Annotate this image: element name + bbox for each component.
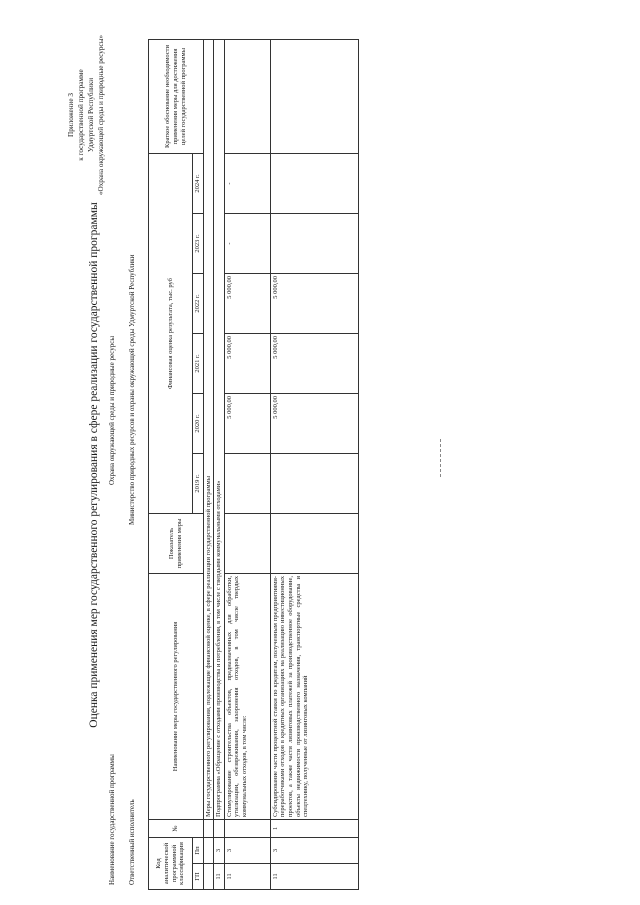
cell-gp: 11 bbox=[214, 864, 225, 890]
header-gp: ГП bbox=[193, 864, 204, 890]
header-year-2024: 2024 г. bbox=[193, 153, 204, 213]
header-indicator: Показатель применения меры bbox=[149, 514, 204, 574]
appendix-line-1: Приложение 3 bbox=[67, 93, 75, 137]
header-year-2020: 2020 г. bbox=[193, 394, 204, 454]
appendix-line-4: «Охрана окружающей среды и природные ресурсы» bbox=[97, 34, 105, 196]
cell-measure: Субсидирование части процентной ставки по кредитам, полученным предприятиями- переработчиками отходов в кредитных организациях на реализацию инвестиционных проектов, а также части лизинговых платежей за производственное оборудование, объекты недвижимости производственного назначения, транспортные средства и спецтехнику, полученные от лизинговых компаний bbox=[270, 574, 358, 820]
cell-num bbox=[224, 820, 270, 838]
header-justification: Краткое обоснование необходимости применения меры для достижения целей государственной программы bbox=[149, 39, 204, 153]
header-code: Код аналитической программной классификации bbox=[149, 838, 193, 890]
cell-value-2024 bbox=[270, 153, 358, 213]
cell-value-2022: 5 000,00 bbox=[224, 274, 270, 334]
executor-label: Ответственный исполнитель bbox=[128, 799, 136, 885]
header-finance: Финансовая оценка результата, тыс. руб bbox=[149, 153, 193, 513]
cell-justification bbox=[270, 39, 358, 153]
cell-value-2019 bbox=[270, 454, 358, 514]
measures-table bbox=[148, 39, 359, 890]
appendix-line-3: Удмуртской Республики bbox=[87, 77, 95, 153]
cell-value-2019 bbox=[224, 454, 270, 514]
header-year-2021: 2021 г. bbox=[193, 334, 204, 394]
table-row bbox=[203, 39, 214, 889]
header-year-2019: 2019 г. bbox=[193, 454, 204, 514]
executor-value: Министерство природных ресурсов и охраны окружающей среды Удмуртской Республики bbox=[128, 254, 136, 525]
header-year-2022: 2022 г. bbox=[193, 274, 204, 334]
appendix-line-2: к государственной программе bbox=[77, 69, 85, 161]
program-value: Охрана окружающей среды и природные ресурсы bbox=[108, 335, 116, 485]
section-row-text: Меры государственного регулирования, подлежащие финансовой оценке, в сфере реализации государственной программы bbox=[203, 39, 214, 819]
program-label: Наименование государственной программы bbox=[108, 754, 116, 885]
cell-value-2022: 5 000,00 bbox=[270, 274, 358, 334]
cell-value-2021: 5 000,00 bbox=[224, 334, 270, 394]
cell-measure: Стимулирование строительства объектов, предназначенных для обработки, утилизации, обезвреживания, захоронения отходов, в том числе твердых коммунальных отходов, в том числе: bbox=[224, 574, 270, 820]
cell-value-2024: - bbox=[224, 153, 270, 213]
cell-gp: 11 bbox=[224, 864, 270, 890]
page-separator bbox=[440, 439, 441, 477]
cell-indicator bbox=[224, 514, 270, 574]
cell-pp: 3 bbox=[270, 838, 358, 864]
cell-pp: 3 bbox=[224, 838, 270, 864]
document-title: Оценка применения мер государственного регулирования в сфере реализации государственной программы bbox=[88, 202, 100, 728]
header-measure: Наименование меры государственного регулирования bbox=[149, 574, 204, 820]
cell-value-2021: 5 000,00 bbox=[270, 334, 358, 394]
cell-pp: 3 bbox=[214, 838, 225, 864]
cell-gp: 11 bbox=[270, 864, 358, 890]
table-row bbox=[270, 39, 358, 889]
header-pp: Пп bbox=[193, 838, 204, 864]
cell-indicator bbox=[270, 514, 358, 574]
table-row bbox=[224, 39, 270, 889]
table-row bbox=[214, 39, 225, 889]
cell-value-2023: - bbox=[224, 214, 270, 274]
subprogram-row-text: Подпрограмма «Обращение с отходами производства и потребления, в том числе с твердыми коммунальными отходами» bbox=[214, 39, 225, 819]
cell-value-2023 bbox=[270, 214, 358, 274]
header-year-2023: 2023 г. bbox=[193, 214, 204, 274]
header-num: № bbox=[149, 820, 204, 838]
cell-num: 1 bbox=[270, 820, 358, 838]
cell-value-2020: 5 000,00 bbox=[224, 394, 270, 454]
cell-value-2020: 5 000,00 bbox=[270, 394, 358, 454]
cell-justification bbox=[224, 39, 270, 153]
appendix-note bbox=[66, 15, 106, 215]
